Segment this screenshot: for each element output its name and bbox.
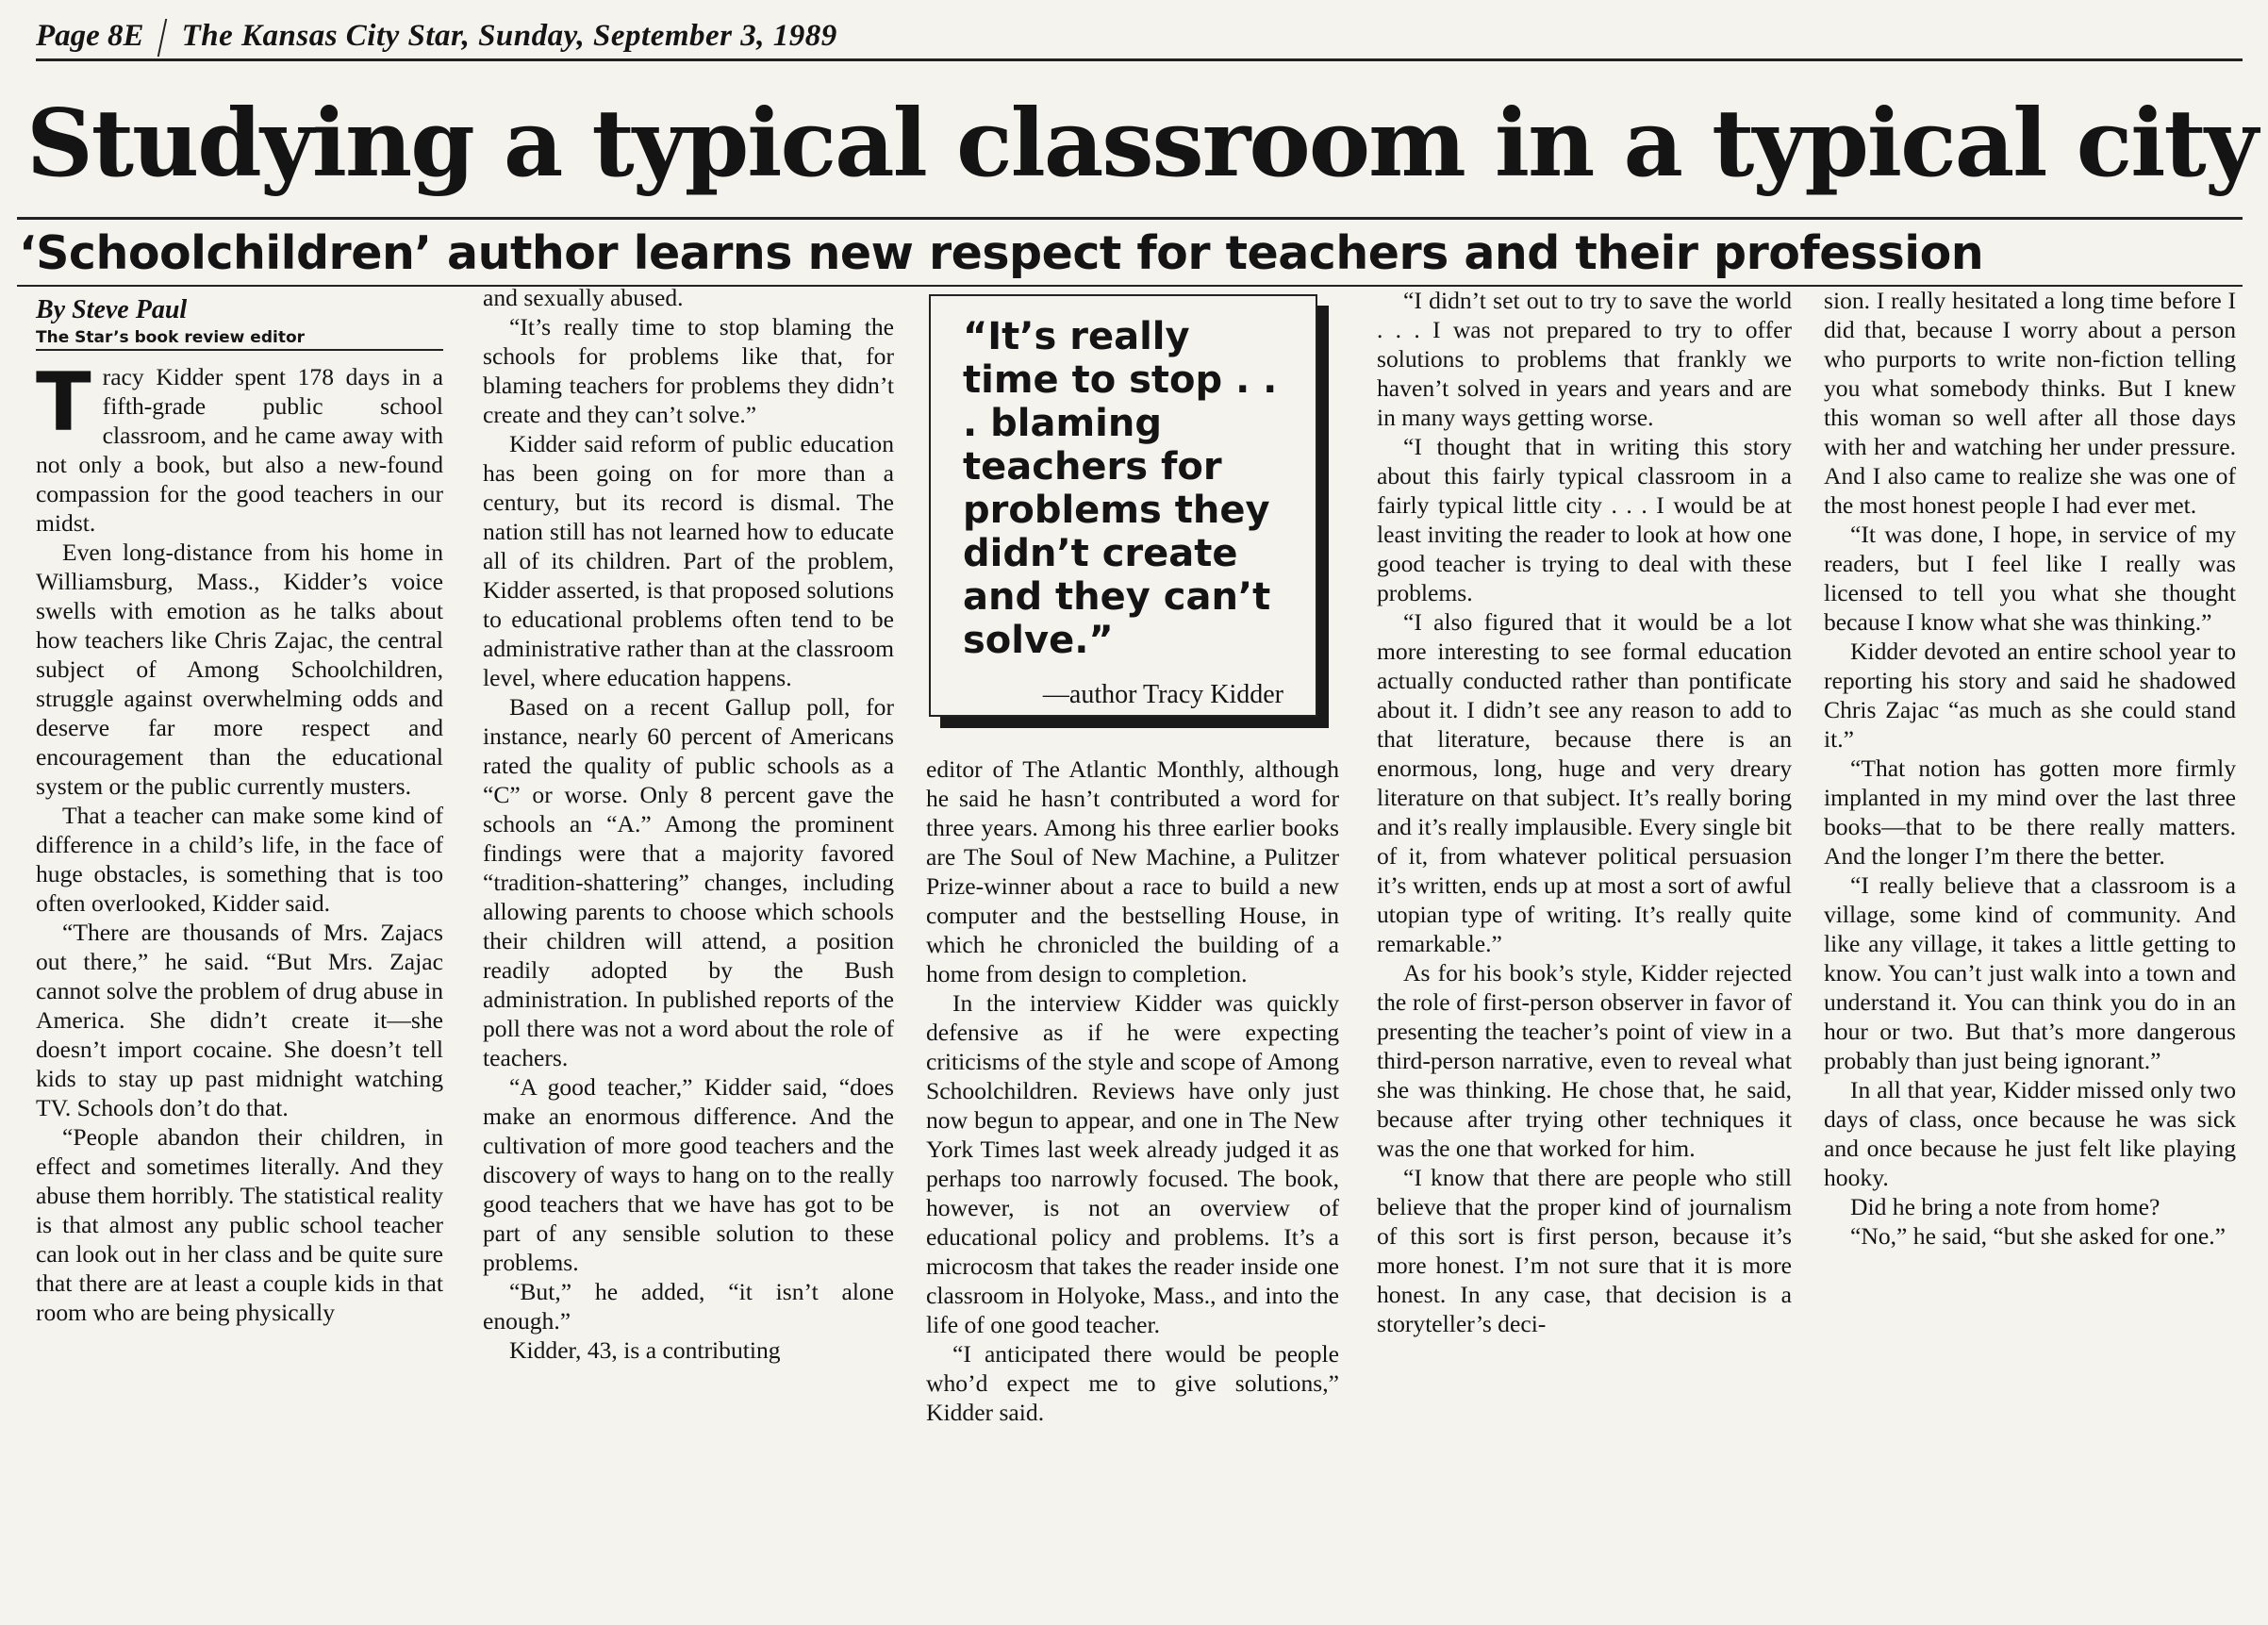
article-column-3 xyxy=(926,754,1339,1427)
headline-rule xyxy=(17,217,2243,220)
paragraph: As for his book’s style, Kidder rejected the role of first-person observer in favor of presenting the teacher’s point of view in a third-person narrative, even to reveal what she was thinking. He chose that, he said, because after trying other techniques it was the one that worked for him. xyxy=(1377,959,1792,1162)
paragraph: “There are thousands of Mrs. Zajacs out there,” he said. “But Mrs. Zajac cannot solve the problem of drug abuse in America. She didn’t create it—she doesn’t import cocaine. She doesn’t tell kids to stay up past midnight watching TV. Schools don’t do that. xyxy=(36,919,443,1121)
paragraph: Kidder devoted an entire school year to reporting his story and said he shadowed Chris Zajac “as much as she could stand it.” xyxy=(1824,638,2236,753)
paragraph: “I anticipated there would be people who’d expect me to give solutions,” Kidder said. xyxy=(926,1340,1339,1426)
paragraph: Kidder, 43, is a contributing xyxy=(509,1336,781,1364)
paragraph: In all that year, Kidder missed only two days of class, once because he was sick and once because he just felt like playing hooky. xyxy=(1824,1076,2236,1191)
article-column-4 xyxy=(1377,286,1792,1338)
paragraph: “I really believe that a classroom is a village, some kind of community. And like any village, it takes a little getting to know. You can’t just walk into a town and understand it. You can think you do in an hour or two. But that’s more dangerous probably than just being ignorant.” xyxy=(1824,871,2236,1074)
paragraph: Based on a recent Gallup poll, for instance, nearly 60 percent of Americans rated the quality of public schools as a “C” or worse. Only 8 percent gave the schools an “A.” Among the prominent findings were that a majority favored “tradition-shattering” changes, including allowing parents to choose which schools their children will attend, a position readily adopted by the Bush administration. In published reports of the poll there was not a word about the role of teachers. xyxy=(483,693,894,1071)
paragraph: “No,” he said, “but she asked for one.” xyxy=(1850,1222,2226,1250)
paragraph: Even long-distance from his home in Williamsburg, Mass., Kidder’s voice swells with emotion as he talks about how teachers like Chris Zajac, the central subject of Among Schoolchildren, struggle against overwhelming odds and deserve far more respect and encouragement than the educational system or the public currently musters. xyxy=(36,539,443,800)
article-column-2 xyxy=(483,283,894,1365)
folio-separator xyxy=(157,19,167,57)
pull-quote-attribution: —author Tracy Kidder xyxy=(1042,680,1283,709)
paragraph: sion. I really hesitated a long time before I did that, because I worry about a person who purports to write non-fiction telling you what somebody thinks. But I knew this woman so well after all those days with her and watching her under pressure. And I also came to realize she was one of the most honest people I had ever met. xyxy=(1824,287,2236,519)
pull-quote-box xyxy=(929,294,1317,717)
lead-paragraph xyxy=(36,356,443,538)
paragraph: “It was done, I hope, in service of my readers, but I feel like I really was licensed to tell you what she thought because I know what she was thinking.” xyxy=(1824,521,2236,636)
paragraph: That a teacher can make some kind of difference in a child’s life, in the face of huge obstacles, is something that is too often overlooked, Kidder said. xyxy=(36,802,443,917)
dateline: The Kansas City Star, Sunday, September 3, 1989 xyxy=(181,19,837,53)
paragraph: “But,” he added, “it isn’t alone enough.” xyxy=(483,1278,894,1335)
paragraph: “I also figured that it would be a lot more interesting to see formal education actually conducted rather than pontificate about it. I didn’t see any reason to add to that literature, because there is an enormous, long, huge and very dreary literature on that subject. It’s really boring and it’s really implausible. Every single bit of it, from whatever political persuasion it’s written, ends up at most a sort of awful utopian type of writing. It’s really quite remarkable.” xyxy=(1377,608,1792,957)
byline-credit: The Star’s book review editor xyxy=(36,328,306,347)
article-column-1 xyxy=(36,294,443,1327)
pull-quote-text: “It’s really time to stop . . . blaming teachers for problems they didn’t create and they can’t solve.” xyxy=(963,315,1278,662)
paragraph: “It’s really time to stop blaming the schools for problems like that, for blaming teachers for problems they didn’t create and they can’t solve.” xyxy=(483,313,894,428)
paragraph: “A good teacher,” Kidder said, “does make an enormous difference. And the cultivation of more good teachers and the discovery of ways to hang on to the really good teachers that we have has got to be part of any sensible solution to these problems. xyxy=(483,1073,894,1276)
page-number: Page 8E xyxy=(36,19,144,53)
page-folio xyxy=(36,13,2243,61)
paragraph: editor of The Atlantic Monthly, although he said he hasn’t contributed a word for three years. Among his three earlier books are The Soul of New Machine, a Pulitzer Prize-winner about a race to build a new computer and the bestselling House, in which he chronicled the building of a home from design to completion. xyxy=(926,755,1339,987)
paragraph: “I know that there are people who still believe that the proper kind of journalism of this sort is first person, because it’s more honest. I’m not sure that it is more honest. In any case, that decision is a storyteller’s deci- xyxy=(1377,1164,1792,1337)
paragraph: “People abandon their children, in effect and sometimes literally. And they abuse them horribly. The statistical reality is that almost any public school teacher can look out in her class and be quite sure that there are at least a couple kids in that room who are being physically xyxy=(36,1123,443,1326)
paragraph: “That notion has gotten more firmly implanted in my mind over the last three books—that to be there really matters. And the longer I’m there the better. xyxy=(1824,754,2236,870)
paragraph: In the interview Kidder was quickly defensive as if he were expecting criticisms of the style and scope of Among Schoolchildren. Reviews have only just now begun to appear, and one in The New York Times last week already judged it as perhaps too narrowly focused. The book, however, is not an overview of educational policy and problems. It’s a microcosm that takes the reader inside one classroom in Holyoke, Mass., and into the life of one good teacher. xyxy=(926,989,1339,1338)
article-column-5 xyxy=(1824,286,2236,1251)
paragraph: “I thought that in writing this story about this fairly typical classroom in a fairly typical little city . . . I would be at least inviting the reader to look at how one good teacher is trying to deal with these problems. xyxy=(1377,433,1792,606)
paragraph: “I didn’t set out to try to save the world . . . I was not prepared to try to offer solutions to problems that frankly we haven’t solved in years and years and are in many ways getting worse. xyxy=(1377,287,1792,431)
paragraph: and sexually abused. xyxy=(483,284,684,311)
drop-cap: T xyxy=(36,356,91,450)
paragraph: Kidder said reform of public education has been going on for more than a century, but its record is dismal. The nation still has not learned how to educate all of its children. Part of the problem, Kidder asserted, is that proposed solutions to educational problems often tend to be administrative rather than at the classroom level, where education happens. xyxy=(483,430,894,691)
subheadline: ‘Schoolchildren’ author learns new respect for teachers and their profession xyxy=(19,226,1984,280)
lead-paragraph-text: racy Kidder spent 178 days in a fifth-grade public school classroom, and he came away with not only a book, but also a new-found compassion for the good teachers in our midst. xyxy=(36,363,443,537)
byline: By Steve Paul xyxy=(36,295,188,324)
headline: Studying a typical classroom in a typical city xyxy=(26,90,2257,198)
byline-rule xyxy=(36,349,443,351)
paragraph: Did he bring a note from home? xyxy=(1850,1193,2160,1220)
